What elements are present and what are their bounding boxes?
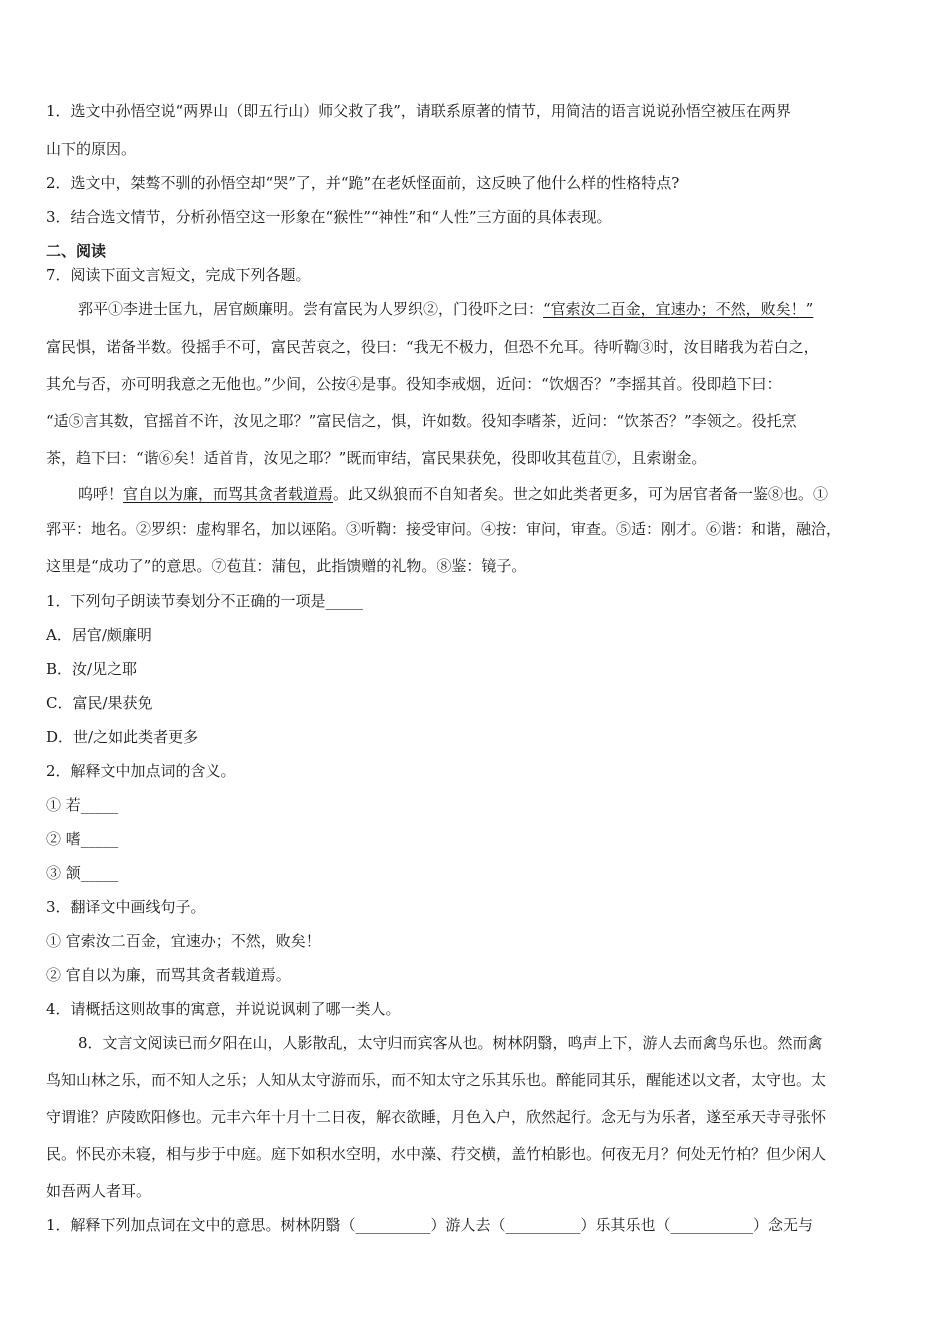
question-7-4: 4．请概括这则故事的寓意，并说说讽刺了哪一类人。: [46, 1000, 401, 1018]
question-3: 3．结合选文情节，分析孙悟空这一形象在“猴性”“神性”和“人性”三方面的具体表现。: [46, 208, 612, 226]
question-8-1: 1．解释下列加点词在文中的意思。树林阴翳（__________）游人去（__________）乐其乐也（___________）念无与: [46, 1216, 814, 1234]
question-7-2: 2．解释文中加点词的含义。: [46, 762, 236, 780]
option-d: D．世/之如此类者更多: [46, 728, 199, 746]
passage-text: 郛平①李进士匡九，居官颇廉明。尝有富民为人罗织②，门役吓之曰：: [78, 300, 544, 318]
passage-line-4: “适⑤言其数，官摇首不许，汝见之耶？”富民信之，惧，许如数。役知李嗜茶，近问：“饮茶否？”李领之。役托烹: [46, 412, 797, 430]
passage-line-1: [78, 298, 813, 320]
word-item-2: ② 嗜_____: [46, 830, 119, 848]
passage-line-5: 茶，趋下曰：“谐⑥矣！适首肯，汝见之耶？”既而审结，富民果获免，役即收其苞苴⑦，且索谢金。: [46, 449, 707, 467]
word-item-1: ① 若_____: [46, 796, 119, 814]
option-a: A．居官/颇廉明: [46, 626, 152, 644]
passage-line-6: [78, 483, 828, 505]
passage-notes-line-1: 郛平：地名。②罗织：虚构罪名，加以诬陷。③听鞫：接受审问。④按：审问，审查。⑤适：刚才。⑥谐：和谐，融洽，: [46, 520, 842, 538]
question-1-line-1: 1．选文中孙悟空说“两界山（即五行山）师父救了我”，请联系原著的情节，用简洁的语言说说孙悟空被压在两界: [46, 102, 791, 120]
option-b: B．汝/见之耶: [46, 660, 138, 678]
passage-text: 呜呼！: [78, 485, 124, 503]
passage-text: 。此又纵狼而不自知者矣。世之如此类者更多，可为居官者备一鉴⑧也。①: [333, 485, 829, 503]
word-item-3: ③ 颔_____: [46, 864, 119, 882]
underlined-sentence-1: “官索汝二百金，宜速办；不然，败矣！”: [543, 300, 814, 318]
translation-item-1: ① 官索汝二百金，宜速办；不然，败矣！: [46, 932, 321, 950]
question-8-line-2: 鸟知山林之乐，而不知人之乐；人知从太守游而乐，而不知太守之乐其乐也。醉能同其乐，醒能述以文者，太守也。太: [46, 1071, 827, 1089]
question-7-3: 3．翻译文中画线句子。: [46, 898, 206, 916]
question-1-line-2: 山下的原因。: [46, 140, 137, 158]
question-7-intro: 7．阅读下面文言短文，完成下列各题。: [46, 266, 311, 284]
question-8-line-3: 守谓谁？庐陵欧阳修也。元丰六年十月十二日夜，解衣欲睡，月色入户，欣然起行。念无与为乐者，遂至承天寺寻张怀: [46, 1108, 827, 1126]
section-heading: 二、阅读: [46, 242, 107, 260]
underlined-sentence-2: 官自以为廉，而骂其贪者载道焉: [123, 485, 334, 503]
question-7-1: 1．下列句子朗读节奏划分不正确的一项是_____: [46, 592, 364, 610]
passage-line-3: 其允与否，亦可明我意之无他也。”少间，公按④是事。役知李戒烟，近问：“饮烟否？”李摇其首。役即趋下曰：: [46, 375, 782, 393]
question-8-line-1: 8．文言文阅读已而夕阳在山，人影散乱，太守归而宾客从也。树林阴翳，鸣声上下，游人去而禽鸟乐也。然而禽: [78, 1034, 823, 1052]
option-c: C．富民/果获免: [46, 694, 153, 712]
question-8-line-5: 如吾两人者耳。: [46, 1182, 152, 1200]
question-2: 2．选文中，桀骜不驯的孙悟空却“哭”了，并“跪”在老妖怪面前，这反映了他什么样的性格特点?: [46, 174, 680, 192]
passage-notes-line-2: 这里是“成功了”的意思。⑦苞苴：蒲包，此指馈赠的礼物。⑧鉴：镜子。: [46, 557, 527, 575]
question-8-line-4: 民。怀民亦未寝，相与步于中庭。庭下如积水空明，水中藻、荇交横，盖竹柏影也。何夜无月？何处无竹柏？但少闲人: [46, 1145, 827, 1163]
passage-line-2: 富民惧，诺备半数。役摇手不可，富民苦哀之，役曰：“我无不极力，但恐不允耳。待听鞫③时，汝目睹我为若白之，: [46, 338, 819, 356]
translation-item-2: ② 官自以为廉，而骂其贪者载道焉。: [46, 966, 291, 984]
